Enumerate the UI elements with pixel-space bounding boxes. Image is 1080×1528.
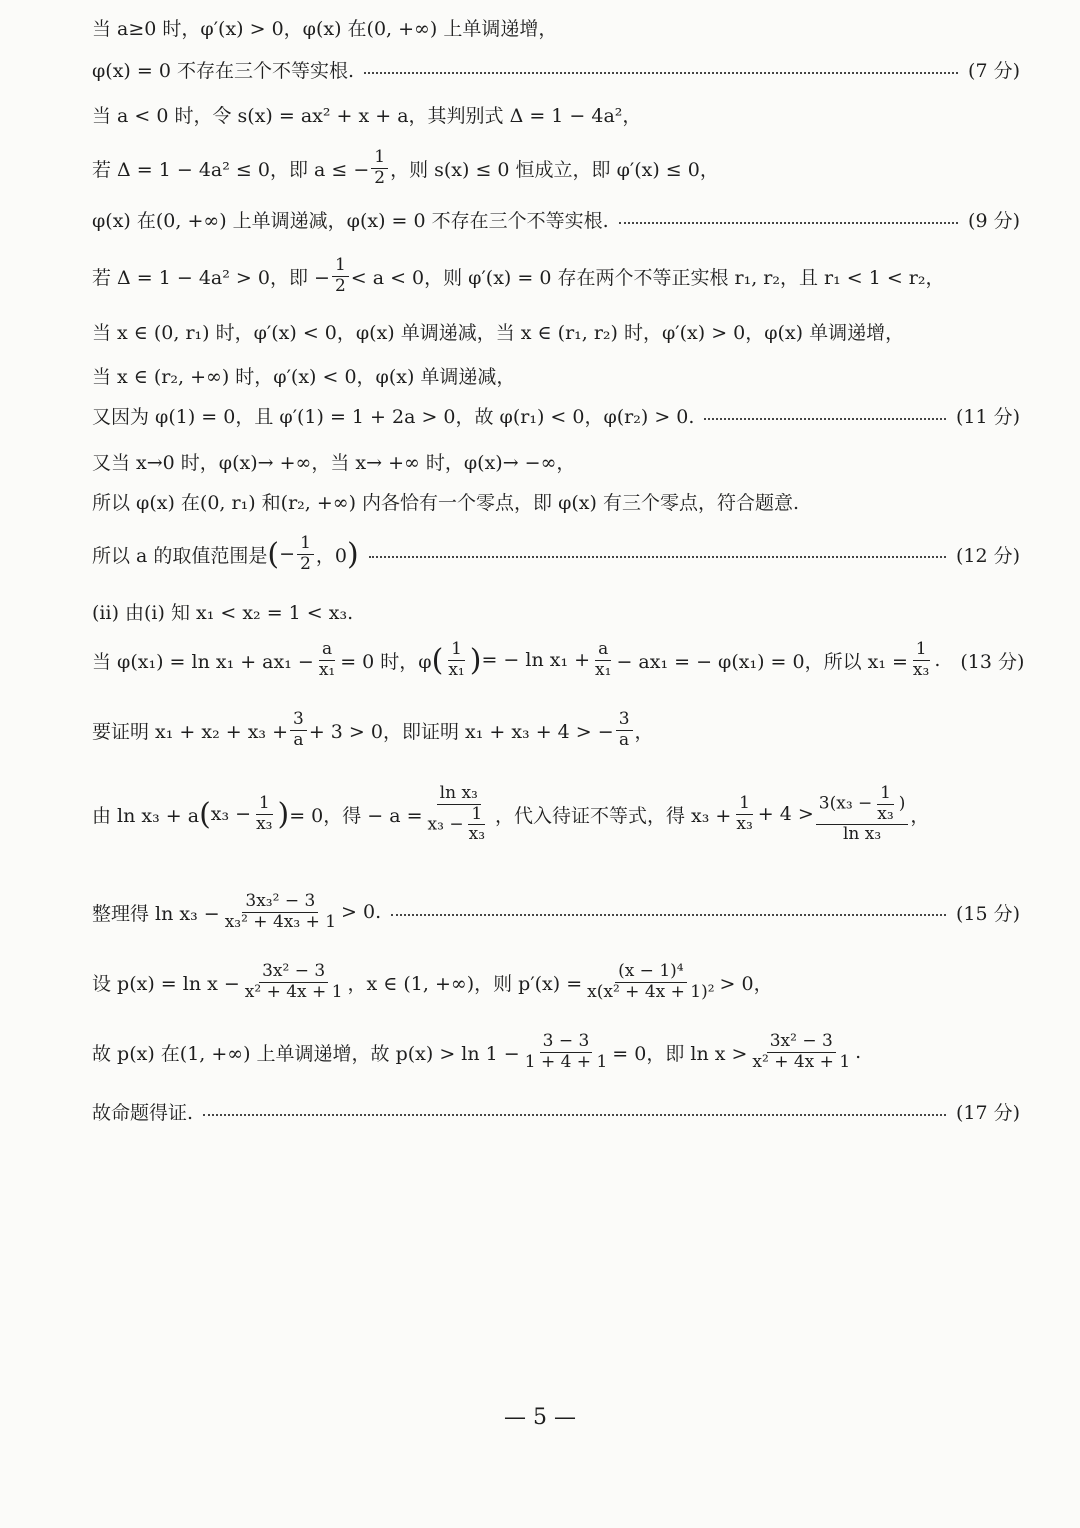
- score-15: (15 分): [955, 902, 1020, 925]
- line-monotonic-1: 当 x ∈ (0, r₁) 时，φ′(x) < 0，φ(x) 单调递减，当 x ∈ (r₁, r₂) 时，φ′(x) > 0，φ(x) 单调递增，: [92, 322, 905, 344]
- score-9: (9 分): [968, 210, 1020, 232]
- line-proved: 故命题得证. (17 分): [92, 1098, 1020, 1125]
- line-monotonic-2: 当 x ∈ (r₂, +∞) 时，φ′(x) < 0，φ(x) 单调递减，: [92, 366, 516, 388]
- score-13: (13 分): [960, 650, 1025, 673]
- line-discriminant: 当 a < 0 时，令 s(x) = ax² + x + a，其判别式 Δ = 1 − 4a²，: [92, 105, 642, 127]
- leader-dots: [203, 1114, 946, 1116]
- score-12: (12 分): [955, 544, 1020, 567]
- line-limits: 又当 x→0 时，φ(x)→ +∞，当 x→ +∞ 时，φ(x)→ −∞，: [92, 452, 576, 474]
- line-range: 所以 a 的取值范围是 ( − $\frac{1}{2}$ ，0 ) (12 分): [92, 533, 1020, 574]
- leader-dots: [704, 418, 946, 420]
- line-case-a-nonneg: [92, 14, 1020, 41]
- line-substitute: 由 ln x₃ + a ( x₃ − $\frac{1}{\text{x₃}}$ ) = 0，得 − a = ln x₃ x₃ − $\frac{1}{\text{x₃}}$ ，代入待证不等式，得 x₃ + $\frac{1}{\text{x₃}}$ + 4 > 3(x₃ − $\frac{1}{\text{x₃}}$ ) ln x₃ ，: [92, 783, 930, 845]
- line-define-p: 设 p(x) = ln x − $\frac{\text{3x² − 3}}{\text{x² + 4x + 1}}$ ，x ∈ (1, +∞)，则 p′(x) = $\frac{\text{(x − 1)⁴}}{\text{x(x² + 4x + 1)²}}$ > 0，: [92, 961, 773, 1002]
- leader-dots: [391, 914, 946, 916]
- score-17: (17 分): [955, 1102, 1020, 1124]
- leader-dots: [364, 72, 958, 74]
- line-part-ii: (ⅱ) 由(ⅰ) 知 x₁ < x₂ = 1 < x₃.: [92, 602, 354, 624]
- line-delta-pos: 若 Δ = 1 − 4a² > 0，即 − $\frac{1}{2}$ < a < 0，则 φ′(x) = 0 存在两个不等正实根 r₁, r₂，且 r₁ < 1 < r₂，: [92, 255, 945, 296]
- line-conclusion: 故 p(x) 在(1, +∞) 上单调递增，故 p(x) > ln 1 − $\frac{3 - 3}{1 + 4 + 1}$ = 0，即 ln x > $\frac{\text{3x² − 3}}{\text{x² + 4x + 1}}$ .: [92, 1031, 862, 1072]
- line-no-three-roots: φ(x) = 0 不存在三个不等实根. (7 分): [92, 56, 1020, 83]
- line-three-zeros: 所以 φ(x) 在(0, r₁) 和(r₂, +∞) 内各恰有一个零点，即 φ(x) 有三个零点，符合题意.: [92, 492, 800, 514]
- line-delta-nonpos: 若 Δ = 1 − 4a² ≤ 0，即 a ≤ − $\frac{1}{2}$ ，则 s(x) ≤ 0 恒成立，即 φ′(x) ≤ 0，: [92, 147, 719, 188]
- line-to-prove: 要证明 x₁ + x₂ + x₃ + $\frac{3}{a}$ + 3 > 0，即证明 x₁ + x₃ + 4 > − $\frac{3}{a}$ ，: [92, 709, 654, 750]
- fraction-half: $\frac{1}{2}$: [332, 256, 349, 296]
- line-simplify: 整理得 ln x₃ − $\frac{\text{3x₃² − 3}}{\text{x₃² + 4x₃ + 1}}$ > 0. (15 分): [92, 891, 1020, 932]
- fraction-half: $\frac{1}{2}$: [297, 534, 314, 574]
- line-decreasing: φ(x) 在(0, +∞) 上单调递减，φ(x) = 0 不存在三个不等实根. (9 分): [92, 206, 1020, 233]
- line-phi-x1: 当 φ(x₁) = ln x₁ + ax₁ − $\frac{a}{\text{x₁}}$ = 0 时，φ ( $\frac{1}{\text{x₁}}$ ) = − ln x₁ + $\frac{a}{\text{x₁}}$ − ax₁ = − φ(x₁) = 0，所以 x₁ = $\frac{1}{\text{x₃}}$ . (13 分): [92, 639, 1025, 680]
- score-11: (11 分): [955, 406, 1020, 428]
- leader-dots: [369, 556, 946, 558]
- leader-dots: [619, 222, 958, 224]
- fraction-half: $\frac{1}{2}$: [371, 148, 388, 188]
- score-7: (7 分): [968, 60, 1020, 82]
- page-number: — 5 —: [504, 1405, 576, 1430]
- line-text: 当 a≥0 时，φ′(x) > 0，φ(x) 在(0, +∞) 上单调递增，: [92, 18, 558, 40]
- line-phi-values: 又因为 φ(1) = 0，且 φ′(1) = 1 + 2a > 0，故 φ(r₁) < 0，φ(r₂) > 0. (11 分): [92, 402, 1020, 429]
